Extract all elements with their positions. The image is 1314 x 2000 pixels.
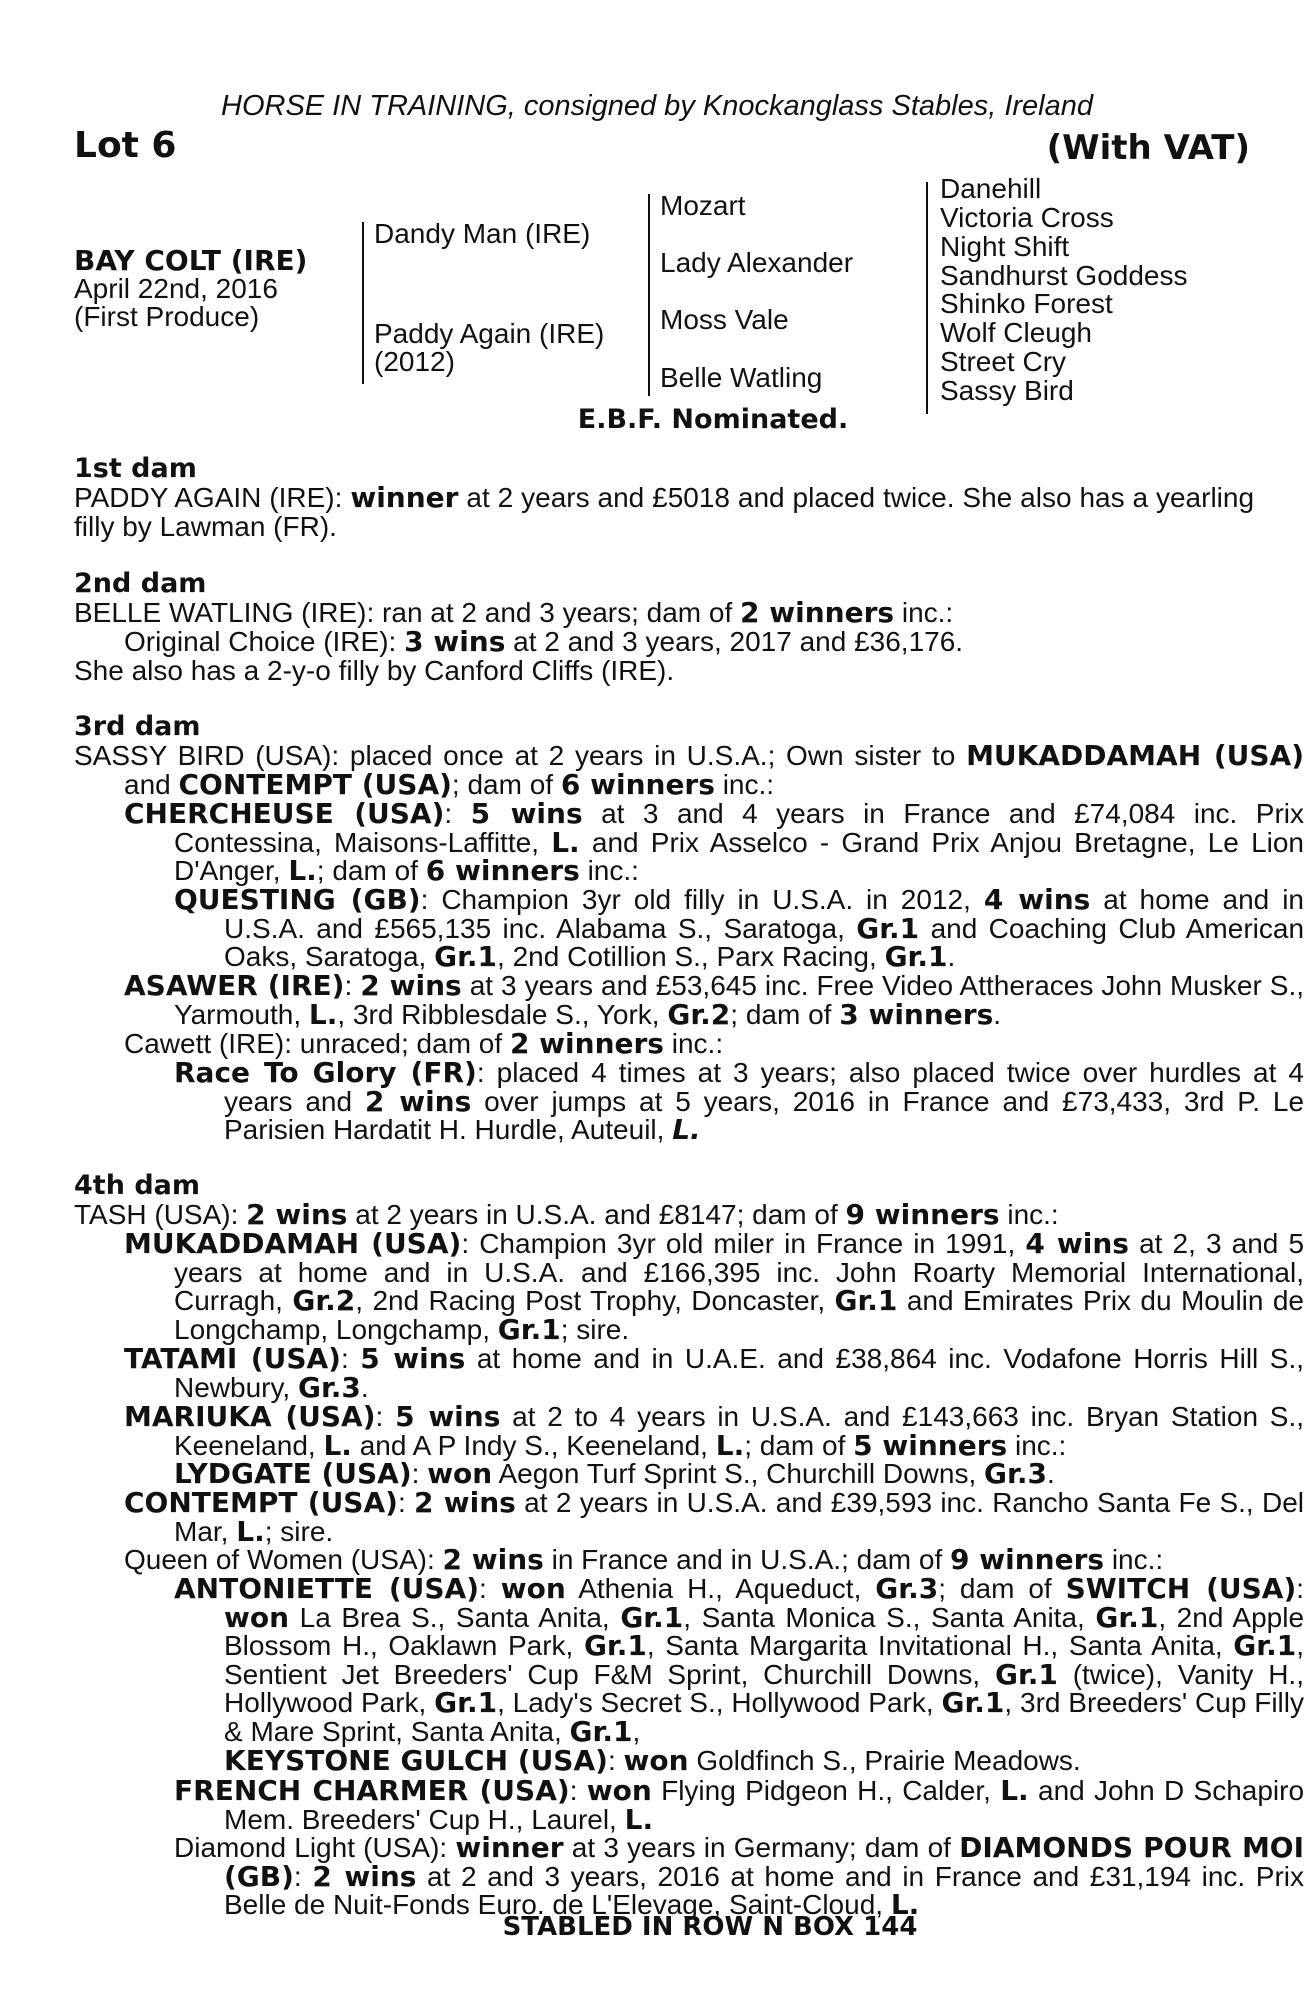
text: in France and in U.S.A.; dam of — [551, 1544, 943, 1575]
ancestor: Street Cry — [940, 346, 1067, 377]
dam-record: SASSY BIRD (USA): placed once at 2 years in U.S.A.; Own sister to — [74, 740, 956, 771]
sire-sire: Mozart — [660, 190, 746, 221]
text: : — [344, 970, 353, 1001]
race-grade: Gr.1 — [583, 1629, 647, 1663]
win-text: won — [586, 1774, 652, 1807]
text: and A P Indy S., Keeneland, — [359, 1429, 708, 1461]
text: Goldfinch S., Prairie Meadows. — [696, 1744, 1081, 1776]
offspring-paragraph — [124, 797, 1305, 888]
race-grade: Gr.1 — [834, 1284, 898, 1318]
horse-name-bold: SWITCH (USA) — [1065, 1572, 1297, 1605]
win-text: won — [500, 1572, 566, 1605]
horse-name-bold: CHERCHEUSE (USA) — [124, 797, 445, 830]
third-dam-paragraph — [74, 739, 1305, 801]
text: inc.: — [1111, 1544, 1164, 1575]
pedigree-divider-3 — [926, 182, 928, 414]
ancestor: Danehill — [940, 173, 1042, 204]
text: ; sire. — [264, 1515, 334, 1547]
text: ; dam of — [730, 998, 832, 1030]
win-text: 2 winners — [509, 1027, 664, 1060]
win-text: 5 wins — [470, 797, 583, 830]
text: ; dam of — [744, 1429, 846, 1461]
text: inc.: — [587, 855, 639, 887]
horse-name-bold: MUKADDAMAH (USA) — [124, 1227, 462, 1260]
offspring-paragraph — [124, 1486, 1305, 1548]
win-text: 9 winners — [950, 1543, 1105, 1576]
horse-name: BAY COLT (IRE) — [74, 244, 308, 277]
win-text: won — [427, 1457, 493, 1490]
ebf-nominated: E.B.F. Nominated. — [577, 404, 849, 435]
horse-name-bold: Race To Glory (FR) — [174, 1056, 477, 1089]
offspring-paragraph — [174, 1056, 1305, 1147]
race-grade: L. — [308, 997, 338, 1031]
offspring-paragraph — [174, 1774, 1305, 1836]
text: . — [1046, 1458, 1055, 1489]
offspring-line — [124, 1027, 724, 1060]
stable-location: STABLED IN ROW N BOX 144 — [502, 1912, 918, 1942]
offspring-name: Cawett (IRE): unraced; dam of — [124, 1028, 503, 1059]
win-text: 2 wins — [360, 969, 462, 1002]
race-grade: Gr.3 — [984, 1457, 1047, 1490]
lot-number: Lot 6 — [74, 125, 177, 166]
text: and John D Schapiro Mem. Breeders' Cup H., Laurel, — [224, 1775, 1305, 1835]
win-text: won — [224, 1600, 290, 1634]
foaling-date: April 22nd, 2016 — [74, 273, 278, 304]
race-grade: Gr.1 — [620, 1600, 684, 1634]
text: at 2 and 3 years, 2016 at home and in France and £31,194 inc. Prix Belle de Nuit-Fonds Euro. de L'Elevage, Saint-Cloud, — [224, 1860, 1305, 1921]
horse-name-bold: ASAWER (IRE) — [124, 969, 345, 1002]
race-grade: L. — [323, 1428, 352, 1462]
win-text: 9 winners — [845, 1198, 1000, 1231]
offspring-line — [174, 1457, 1055, 1490]
win-text: 2 wins — [312, 1859, 417, 1893]
text: ; dam of — [451, 768, 554, 800]
text: La Brea S., Santa Anita, — [299, 1601, 610, 1633]
race-grade: Gr.1 — [497, 1312, 561, 1346]
pedigree-divider-2 — [648, 194, 650, 396]
race-grade: Gr.1 — [1095, 1600, 1159, 1634]
text: : placed 4 times at 3 years; also placed twice over hurdles at 4 years and — [224, 1057, 1304, 1117]
text: : — [375, 1401, 384, 1432]
consignor-header: HORSE IN TRAINING, consigned by Knockanglass Stables, Ireland — [221, 90, 1093, 122]
text: : — [444, 798, 453, 829]
text: at 2 to 4 years in U.S.A. and £143,663 inc. Bryan Station S., Keeneland, — [174, 1401, 1305, 1461]
win-text: 2 wins — [442, 1543, 544, 1576]
text: inc.: — [1014, 1429, 1067, 1461]
race-grade: Gr.1 — [994, 1657, 1058, 1691]
win-text: 2 wins — [246, 1198, 348, 1231]
win-text: 4 wins — [983, 883, 1091, 916]
race-grade: Gr.3 — [875, 1572, 939, 1605]
horse-name-bold: KEYSTONE GULCH (USA) — [224, 1743, 608, 1777]
offspring-record: at 2 and 3 years, 2017 and £36,176. — [513, 626, 964, 657]
text: . — [360, 1371, 369, 1403]
second-dam-line — [74, 596, 954, 629]
offspring-name: Original Choice (IRE): — [124, 626, 397, 657]
dam-dam: Belle Watling — [660, 362, 823, 393]
text: , Sentient Jet Breeders' Cup F&M Sprint, Churchill Downs, — [224, 1630, 1304, 1690]
text: : — [479, 1573, 487, 1604]
third-dam-heading: 3rd dam — [74, 711, 201, 742]
race-grade: Gr.2 — [292, 1284, 356, 1318]
fourth-dam-heading: 4th dam — [74, 1170, 200, 1201]
win-text: winner — [350, 481, 459, 514]
win-text: 5 winners — [853, 1428, 1008, 1462]
text: , 3rd Breeders' Cup Filly & Mare Sprint, Santa Anita, — [224, 1687, 1304, 1747]
race-grade: L. — [624, 1802, 654, 1836]
text: and Prix Asselco - Grand Prix Anjou Bretagne, Le Lion D'Anger, — [174, 826, 1305, 887]
win-text: 5 wins — [360, 1342, 466, 1375]
text: at home and in U.S.A. and £565,135 inc. Alabama S., Saratoga, — [224, 884, 1304, 944]
produce-note: (First Produce) — [74, 301, 260, 332]
text: (twice), Vanity H., Hollywood Park, — [224, 1658, 1304, 1719]
race-grade: Gr.1 — [856, 911, 920, 945]
race-grade: L. — [715, 1428, 745, 1462]
horse-name-bold: LYDGATE (USA) — [174, 1457, 412, 1490]
offspring-name: Queen of Women (USA): — [124, 1544, 435, 1575]
text: Athenia H., Aqueduct, — [578, 1573, 862, 1604]
race-grade: L. — [236, 1514, 265, 1548]
offspring-name: Diamond Light (USA): — [174, 1832, 448, 1863]
ancestor: Night Shift — [940, 231, 1070, 262]
horse-name-bold: FRENCH CHARMER (USA) — [174, 1774, 570, 1807]
text: over jumps at 5 years, 2016 in France and £73,433, 3rd P. Le Parisien Hardatit H. Hurdle, Auteuil, — [224, 1085, 1305, 1146]
offspring-paragraph — [124, 1227, 1305, 1346]
race-grade: Gr.1 — [569, 1714, 633, 1748]
horse-name-bold: DIAMONDS POUR MOI (GB) — [224, 1831, 1305, 1893]
race-grade: Gr.1 — [434, 1686, 498, 1720]
horse-name-bold: CONTEMPT (USA) — [178, 767, 452, 801]
text: ; dam of — [938, 1573, 1052, 1604]
offspring-paragraph — [174, 1831, 1305, 1922]
text: inc.: — [671, 1028, 724, 1059]
horse-name-bold: CONTEMPT (USA) — [124, 1486, 398, 1519]
text: , 3rd Ribblesdale S., York, — [337, 998, 660, 1030]
win-text: 3 wins — [404, 625, 506, 658]
text: at 2, 3 and 5 years at home and in U.S.A. and £166,395 inc. John Roarty Memorial International, Curragh, — [174, 1228, 1305, 1317]
horse-name-bold: TATAMI (USA) — [124, 1342, 341, 1375]
win-text: 2 wins — [364, 1084, 472, 1118]
dam-record: at 2 years and £5018 and placed twice. She also has a yearling filly by Lawman (FR). — [74, 482, 1255, 542]
dam-name: TASH (USA): — [74, 1199, 239, 1230]
vat-label: (With VAT) — [1046, 128, 1250, 168]
first-dam-paragraph — [24, 481, 1255, 542]
text: , Santa Margarita Invitational H., Santa Anita, — [646, 1630, 1223, 1662]
dam-record: BELLE WATLING (IRE): ran at 2 and 3 years; dam of — [74, 597, 733, 628]
second-dam-heading: 2nd dam — [74, 568, 207, 599]
offspring-line — [124, 1543, 1164, 1576]
race-grade: L. — [551, 825, 580, 859]
text: . — [947, 941, 956, 973]
text: : — [607, 1744, 616, 1776]
race-grade: L. — [672, 1113, 701, 1147]
text: and Emirates Prix du Moulin de Longchamp, Longchamp, — [174, 1285, 1305, 1345]
text: : — [1296, 1573, 1305, 1604]
horse-name-bold: MUKADDAMAH (USA) — [966, 739, 1305, 772]
race-grade: L. — [288, 854, 317, 888]
text: , Santa Monica S., Santa Anita, — [683, 1601, 1085, 1633]
dam-sire: Moss Vale — [660, 304, 789, 335]
text: ; dam of — [316, 855, 418, 887]
offspring-paragraph — [174, 1572, 1305, 1777]
offspring-paragraph — [124, 969, 1305, 1031]
text: inc.: — [1007, 1199, 1059, 1230]
horse-name-bold: MARIUKA (USA) — [124, 1400, 376, 1433]
text: : Champion 3yr old miler in France in 1991, — [461, 1228, 1016, 1259]
dam: Paddy Again (IRE) — [374, 318, 605, 349]
ancestor: Sandhurst Goddess — [940, 260, 1188, 291]
win-text: 3 winners — [839, 997, 994, 1031]
pedigree-divider-1 — [362, 222, 364, 384]
win-text: 4 wins — [1025, 1227, 1129, 1260]
win-text: winner — [455, 1831, 564, 1864]
text: at 2 years in U.S.A. and £39,593 inc. Rancho Santa Fe S., Del Mar, — [174, 1487, 1305, 1547]
race-grade: Gr.1 — [884, 940, 948, 974]
ancestor: Sassy Bird — [940, 375, 1074, 406]
text: , 2nd Cotillion S., Parx Racing, — [497, 941, 877, 973]
text: at 3 years in Germany; dam of — [571, 1832, 951, 1863]
race-grade: Gr.2 — [667, 997, 731, 1031]
win-text: 6 winners — [425, 854, 580, 888]
text: : Champion 3yr old filly in U.S.A. in 2012, — [420, 884, 971, 915]
dam-name: PADDY AGAIN (IRE): — [74, 482, 343, 513]
text: at home and in U.A.E. and £38,864 inc. Vodafone Horris Hill S., Newbury, — [174, 1343, 1305, 1403]
offspring-paragraph — [174, 883, 1305, 974]
win-text: 2 winners — [740, 596, 895, 629]
race-grade: L. — [890, 1888, 920, 1922]
offspring-paragraph — [124, 1400, 1305, 1462]
offspring-line — [124, 625, 964, 658]
text: : — [340, 1343, 349, 1374]
win-text: 6 winners — [560, 767, 715, 801]
text: Flying Pidgeon H., Calder, — [661, 1775, 991, 1806]
win-text: won — [623, 1743, 689, 1777]
ancestor: Wolf Cleugh — [940, 317, 1093, 348]
horse-name-bold: QUESTING (GB) — [174, 883, 421, 916]
text: at 3 years and £53,645 inc. Free Video Attheraces John Musker S., Yarmouth, — [174, 970, 1305, 1030]
race-grade: Gr.3 — [297, 1370, 361, 1404]
second-dam-note: She also has a 2-y-o filly by Canford Cliffs (IRE). — [74, 655, 675, 686]
text: inc.: — [722, 768, 775, 800]
sire-dam: Lady Alexander — [660, 247, 854, 278]
text: : — [411, 1458, 420, 1489]
win-text: 2 wins — [414, 1486, 516, 1519]
ancestor: Shinko Forest — [940, 288, 1113, 319]
ancestor: Victoria Cross — [940, 202, 1114, 233]
fourth-dam-line — [74, 1198, 1059, 1231]
text: and — [124, 768, 171, 800]
offspring-paragraph — [124, 1342, 1305, 1404]
win-text: 5 wins — [395, 1400, 501, 1433]
text: at 2 years in U.S.A. and £8147; dam of — [355, 1199, 838, 1230]
horse-name-bold: ANTONIETTE (USA) — [174, 1572, 480, 1605]
text: ; sire. — [560, 1313, 630, 1345]
text: : — [569, 1775, 578, 1806]
text: , 2nd Racing Post Trophy, Doncaster, — [355, 1285, 826, 1317]
race-grade: Gr.1 — [941, 1686, 1005, 1720]
text: Aegon Turf Sprint S., Churchill Downs, — [498, 1458, 977, 1489]
text: , 2nd Apple Blossom H., Oaklawn Park, — [224, 1601, 1305, 1662]
text: . — [993, 998, 1002, 1030]
text: : — [293, 1860, 302, 1892]
text: , Lady's Secret S., Hollywood Park, — [497, 1687, 934, 1719]
dam-record: inc.: — [901, 597, 954, 628]
dam-year: (2012) — [374, 346, 455, 377]
first-dam-heading: 1st dam — [74, 453, 197, 484]
race-grade: L. — [1000, 1774, 1029, 1807]
text: and Coaching Club American Oaks, Saratoga, — [224, 912, 1305, 973]
race-grade: Gr.1 — [434, 940, 498, 974]
text: : — [397, 1487, 406, 1518]
text: , — [632, 1715, 641, 1747]
text: at 3 and 4 years in France and £74,084 inc. Prix Contessina, Maisons-Laffitte, — [174, 798, 1305, 858]
race-grade: Gr.1 — [1233, 1629, 1297, 1663]
sire: Dandy Man (IRE) — [374, 218, 591, 249]
